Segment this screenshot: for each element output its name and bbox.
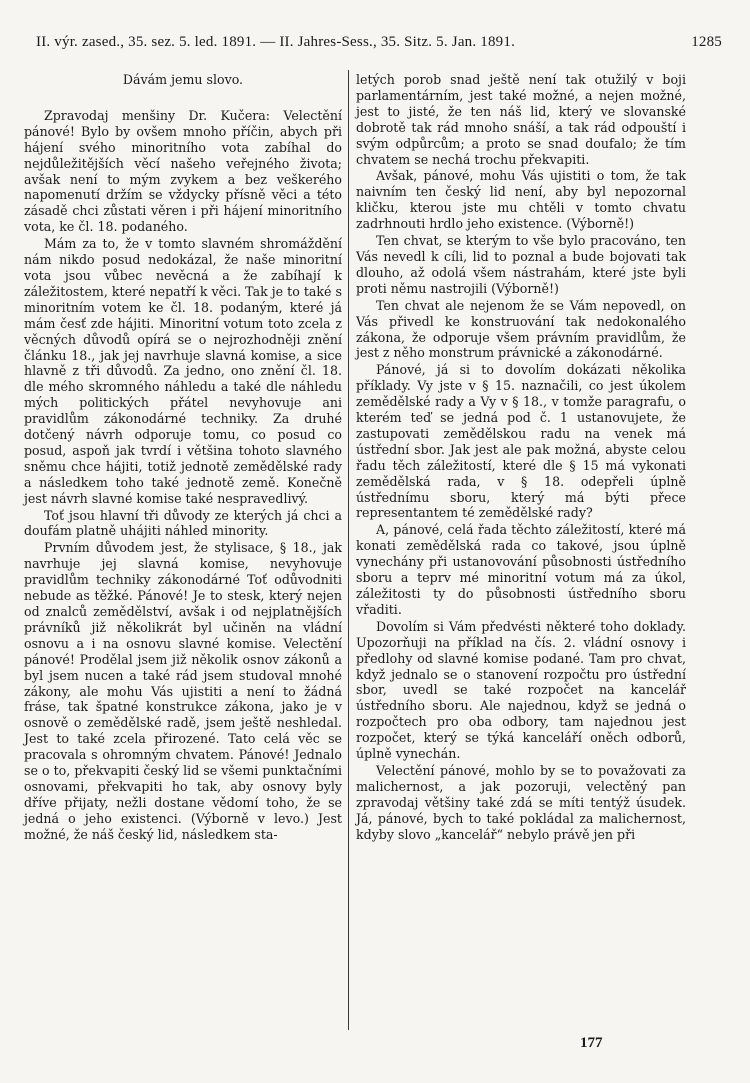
paragraph: Toť jsou hlavní tři důvody ze kterých já chci a doufám platně uhájiti náhled minority. xyxy=(24,507,342,539)
left-column xyxy=(24,72,342,844)
column-divider xyxy=(348,70,349,1030)
paragraph: A, pánové, celá řada těchto záležitostí, které má konati zemědělská rada co takové, jsou úplně vynechány při ustanovování působnosti ústředního sboru a teprv mé minoritní votum má za úkol, záležitosti ty do působnosti ústředního sboru vřaditi. xyxy=(356,522,686,617)
page-number: 1285 xyxy=(691,34,722,50)
header-session-info: II. výr. zased., 35. sez. 5. led. 1891. — II. Jahres-Sess., 35. Sitz. 5. Jan. 1891. xyxy=(36,34,516,50)
running-header xyxy=(36,34,722,58)
right-column xyxy=(356,72,686,844)
paragraph: letých porob snad ještě není tak otužilý v boji parlamentárním, jest také možné, a nejen možné, jest to jisté, že ten náš lid, který ve slovanské dobrotě tak rád mnoho snáší, a tak rád odpouští i svým odpůrcům; a proto se snad doufalo; že tím chvatem se nechá trochu překvapiti. xyxy=(356,72,686,167)
paragraph: Ten chvat ale nejenom že se Vám nepovedl, on Vás přivedl ke konstruování tak nedokonalého zákona, že odporuje všem právním pravidlům, že jest z něho monstrum právnické a zákonodárné. xyxy=(356,297,686,361)
paragraph: Velectění pánové, mohlo by se to považovati za malichernost, a jak pozoruji, velectěný pan zpravodaj většiny také zdá se míti tentýž úsudek. Já, pánové, bych to také pokládal za malichernost, kdyby slovo „kancelář“ nebylo právě jen při xyxy=(356,762,686,842)
paragraph: Prvním důvodem jest, že stylisace, § 18., jak navrhuje jej slavná komise, nevyhovuje pravidlům techniky zákonodárné Toť odůvodniti nebude as těžké. Pánové! Je to stesk, který nejen od znalců zemědělství, avšak i od nejplatnějších právníků již několikrát byl učiněn na vládní osnovu a i na osnovu slavné komise. Velectění pánové! Prodělal jsem již několik osnov zákonů a byl jsem nucen a také rád jsem studoval mnohé zákony, ale mohu Vás ujistiti a není to žádná fráse, tak špatné konstrukce zákona, jako je v osnově o zemědělské radě, jsem ještě neshledal. Jest to také zcela přirozené. Tato celá věc se pracovala s ohromným chvatem. Pánové! Jednalo se o to, překvapiti český lid se všemi punktačními osnovami, překvapiti ho tak, aby osnovy byly dříve přijaty, nežli dostane vědomí toho, že se jedná o jeho existenci. (Výborně v levo.) Jest možné, že náš český lid, následkem sta- xyxy=(24,540,342,842)
paragraph: Avšak, pánové, mohu Vás ujistiti o tom, že tak naivním ten český lid není, aby byl nepozornal kličku, kterou jste mu chtěli v tomto chvatu zadrhnouti hrdlo jeho existence. (Výborně!) xyxy=(356,168,686,232)
paragraph: Pánové, já si to dovolím dokázati několika příklady. Vy jste v § 15. naznačili, co jest úkolem zemědělské rady a Vy v § 18., v tomže paragrafu, o kterém teď se jedná pod č. 1 ustanovujete, že zastupovati zemědělskou radu na venek má ústřední sbor. Jak jest ale pak možná, abyste celou řadu těch záležitostí, které dle § 15 má vykonati zemědělská rada, v § 18. odepřeli úplně ústřednímu sboru, který má býti přece representantem té zemědělské rady? xyxy=(356,362,686,521)
paragraph: Zpravodaj menšiny Dr. Kučera: Velectění pánové! Bylo by ovšem mnoho příčin, abych při hájení svého minoritního vota zabíhal do nejdůležitějších věcí našeho veřejného života; avšak není to mým zvykem a bez veškerého napomenutí držím se vždycky přísně věci a této zásadě chci zůstati věren i při hájení minoritního vota, ke čl. 18. podaného. xyxy=(24,107,342,235)
paragraph: Ten chvat, se kterým to vše bylo pracováno, ten Vás nevedl k cíli, lid to poznal a bude bojovati tak dlouho, až odolá všem nástrahám, které jste byli proti němu nastrojili (Výborně!) xyxy=(356,233,686,296)
paragraph: Dovolím si Vám předvésti některé toho doklady. Upozorňuji na příklad na čís. 2. vládní osnovy i předlohy od slavné komise podané. Tam pro chvat, když jednalo se o stanovení rozpočtu pro ústřední sbor, uvedl se také rozpočet na kancelář ústředního sboru. Ale najednou, když se jedná o rozpočtech pro oba odbory, tam najednou jest rozpočet, který se týká kanceláří oněch odborů, úplně vynechán. xyxy=(356,618,686,762)
signature-mark: 177 xyxy=(580,1035,603,1051)
paragraph: Dávám jemu slovo. xyxy=(122,72,244,87)
paragraph: Mám za to, že v tomto slavném shromáždění nám nikdo posud nedokázal, že naše minoritní vota jsou vůbec nevěcná a že zabíhají k záležitostem, které nepatří k věci. Tak je to také s minoritním votem ke čl. 18. podaným, které já mám česť zde hájiti. Minoritní votum toto zcela z věcných důvodů opírá se o nejrozhodněji znění článku 18., jak jej navrhuje slavná komise, a sice hlavně z tři důvodů. Za jedno, ono znění čl. 18. dle mého skromného náhledu a také dle náhledu mých politických přátel nevyhovuje ani pravidlům zákonodárné techniky. Za druhé dotčený návrh odporuje tomu, co posud co posud, aspoň jak tvrdí i většina tohoto slavného sněmu chce hájiti, totiž jednotě zemědělské rady a následkem toho také jednotě země. Konečně jest návrh slavné komise také nespravedlivý. xyxy=(24,236,342,506)
